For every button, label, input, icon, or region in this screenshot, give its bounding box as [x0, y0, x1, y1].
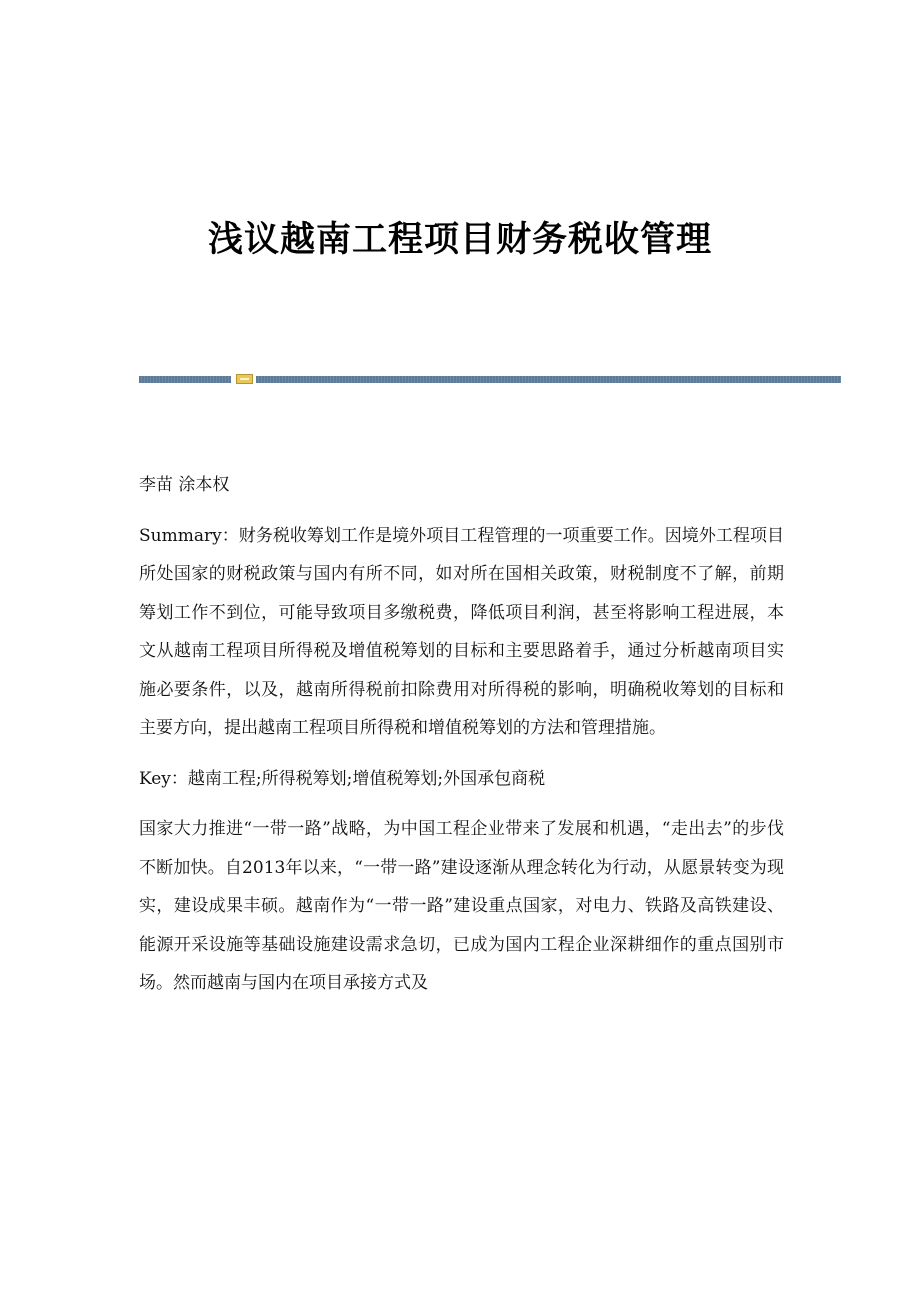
keywords: Key：越南工程;所得税筹划;增值税筹划;外国承包商税 — [139, 768, 546, 789]
divider-ornament-icon — [236, 374, 253, 384]
summary-paragraph: Summary：财务税收筹划工作是境外项目工程管理的一项重要工作。因境外工程项目所处国家的财税政策与国内有所不同，如对所在国相关政策，财税制度不了解，前期筹划工作不到位，可能导致项目多缴税费，降低项目利润，甚至将影响工程进展，本文从越南工程项目所得税及增值税筹划的目标和主要思路着手，通过分析越南项目实施必要条件，以及，越南所得税前扣除费用对所得税的影响，明确税收筹划的目标和主要方向，提出越南工程项目所得税和增值税筹划的方法和管理措施。 — [139, 525, 784, 738]
title-divider — [139, 374, 841, 384]
divider-bar-right — [256, 376, 841, 383]
document-body — [139, 466, 784, 1015]
divider-bar-left — [139, 376, 231, 383]
body-paragraph: 国家大力推进“一带一路”战略，为中国工程企业带来了发展和机遇，“走出去”的步伐不断加快。自2013年以来，“一带一路”建设逐渐从理念转化为行动，从愿景转变为现实，建设成果丰硕。越南作为“一带一路”建设重点国家，对电力、铁路及高铁建设、能源开采设施等基础设施建设需求急切，已成为国内工程企业深耕细作的重点国别市场。然而越南与国内在项目承接方式及 — [139, 819, 784, 993]
authors: 李苗 涂本权 — [139, 475, 230, 495]
document-title: 浅议越南工程项目财务税收管理 — [207, 220, 712, 260]
